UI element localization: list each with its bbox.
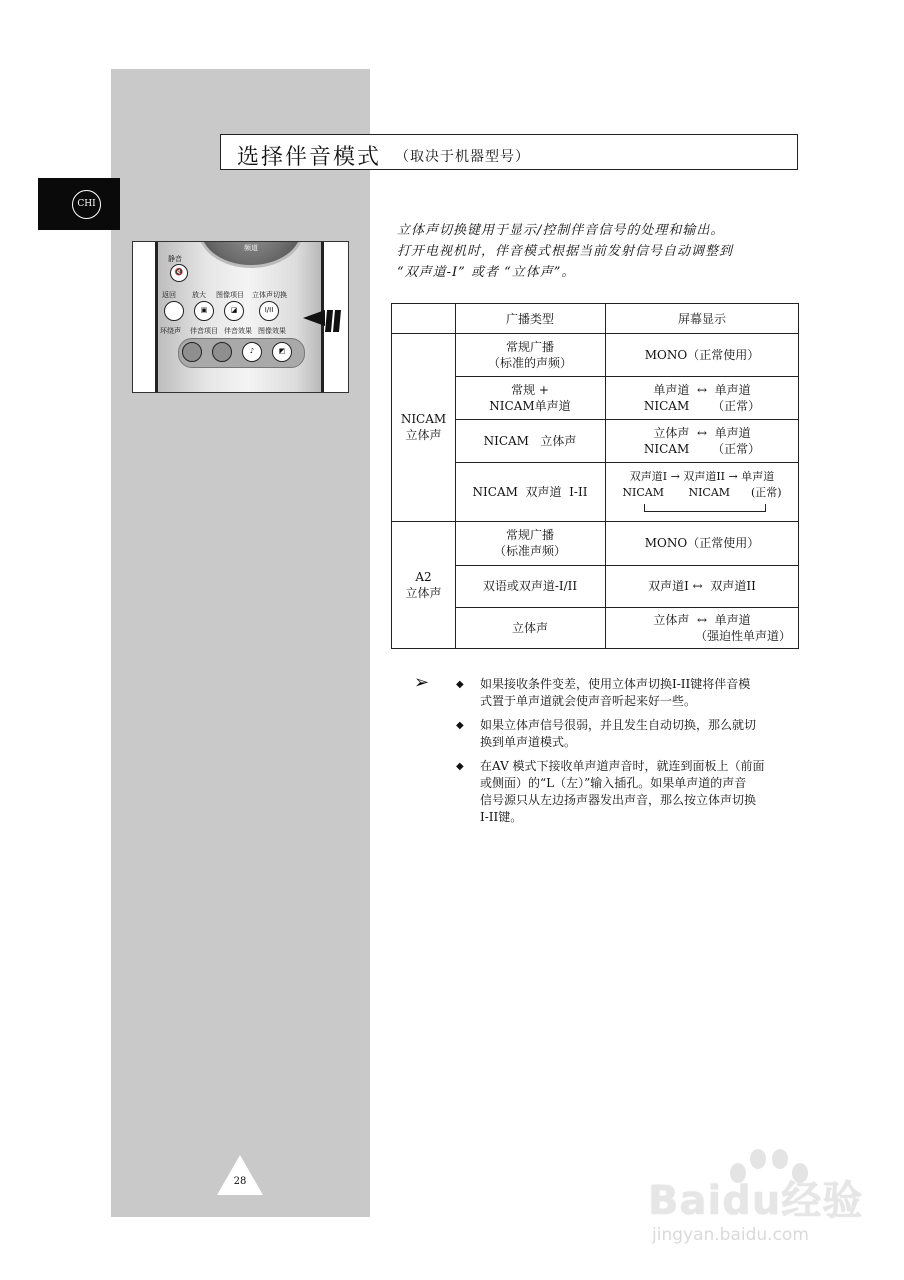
surround-label: 环绕声 xyxy=(160,327,181,335)
return-button xyxy=(164,301,184,321)
channel-label: 频道 xyxy=(244,244,258,252)
sound-effect-label: 伴音效果 xyxy=(224,327,252,335)
table-cell-type xyxy=(455,607,605,649)
note-pointer-icon: ➢ xyxy=(414,672,430,693)
group-a2 xyxy=(392,521,455,649)
stereo-switch-label: 立体声切换 xyxy=(252,291,287,299)
display-text: 单声道 ↔ 单声道 xyxy=(653,382,751,397)
picture-item-label: 图像项目 xyxy=(216,291,244,299)
zoom-icon: ▣ xyxy=(200,306,208,314)
bullet-diamond-icon: ◆ xyxy=(456,679,464,690)
return-label: 返回 xyxy=(162,291,176,299)
note-item xyxy=(456,676,802,710)
table-cell-display xyxy=(605,607,799,649)
channel-dial xyxy=(198,241,304,268)
type-text: 常规广播 xyxy=(505,528,554,542)
table-cell-type xyxy=(455,521,605,565)
stereo-switch-button: I/II xyxy=(259,301,279,321)
table-cell-type xyxy=(455,565,605,607)
note-text: 如果接收条件变差，使用立体声切换I-II键将伴音模 xyxy=(480,677,751,691)
note-item xyxy=(456,758,802,826)
picture-effect-label: 图像效果 xyxy=(258,327,286,335)
table-cell-type xyxy=(455,419,605,462)
picture-effect-button xyxy=(272,342,292,362)
display-text: 双声道I ↔ 双声道II xyxy=(648,579,756,593)
type-text: （标准的声频） xyxy=(487,355,572,370)
table-cell-type xyxy=(455,462,605,521)
picture-contrast-icon: ◪ xyxy=(230,306,238,314)
language-code: CHI xyxy=(72,190,101,219)
group-name-sub: 立体声 xyxy=(405,428,442,442)
watermark-url: jingyan.baidu.com xyxy=(652,1225,809,1245)
section-title: 选择伴音模式 xyxy=(237,145,382,170)
table-cell-display xyxy=(605,565,799,607)
pointer-arrow-icon xyxy=(303,308,343,338)
display-text: 立体声 ↔ 单声道 xyxy=(653,613,751,627)
note-text: 或侧面）的“L（左）”输入插孔。如果单声道的声音 xyxy=(480,776,747,790)
watermark xyxy=(640,1145,870,1270)
table-cell-display xyxy=(605,333,799,376)
type-text: NICAM 立体声 xyxy=(483,433,577,448)
table-cell-type xyxy=(455,333,605,376)
display-text: MONO（正常使用） xyxy=(644,536,760,550)
type-text: 常规 + xyxy=(511,382,549,397)
header-screen-display: 屏幕显示 xyxy=(677,311,726,326)
group-name-sub: 立体声 xyxy=(405,586,442,600)
intro-text xyxy=(397,220,817,283)
sound-mode-table xyxy=(391,303,799,649)
display-text: NICAM NICAM (正常) xyxy=(622,486,782,499)
picture-item-button xyxy=(224,301,244,321)
display-text: 双声道I → 双声道II → 单声道 xyxy=(629,470,775,483)
display-text: 立体声 ↔ 单声道 xyxy=(653,425,751,440)
table-cell-display xyxy=(605,419,799,462)
display-text: （强迫性单声道） xyxy=(694,629,791,643)
zoom-button xyxy=(194,301,214,321)
bullet-diamond-icon: ◆ xyxy=(456,720,464,731)
sound-item-label: 伴音项目 xyxy=(190,327,218,335)
group-name: NICAM xyxy=(400,412,447,426)
watermark-brand: Baidu经验 xyxy=(648,1178,864,1224)
note-text: 式置于单声道就会使声音听起来好一些。 xyxy=(480,694,697,708)
note-text: 如果立体声信号很弱，并且发生自动切换，那么就切 xyxy=(480,718,757,732)
type-text: 双语或双声道-I/II xyxy=(482,579,578,593)
type-text: NICAM单声道 xyxy=(489,398,571,413)
table-cell-display xyxy=(605,462,799,508)
note-text: I-II键。 xyxy=(480,810,523,824)
type-text: 立体声 xyxy=(511,621,548,635)
type-text: NICAM 双声道 I-II xyxy=(472,484,588,499)
bullet-diamond-icon: ◆ xyxy=(456,761,464,772)
remote-illustration xyxy=(132,241,349,393)
speaker-mute-icon: 🔇 xyxy=(174,268,184,276)
type-text: 常规广播 xyxy=(505,339,554,354)
display-text: NICAM （正常） xyxy=(643,441,761,456)
display-text: MONO（正常使用） xyxy=(644,347,760,362)
table-cell-display xyxy=(605,521,799,565)
section-subtitle: （取决于机器型号） xyxy=(395,149,530,165)
page-number-triangle xyxy=(217,1155,263,1195)
zoom-label: 放大 xyxy=(192,291,206,299)
sound-item-button xyxy=(212,342,232,362)
remote-body xyxy=(155,242,324,393)
sound-effect-button xyxy=(242,342,262,362)
music-note-icon: ♪ xyxy=(249,347,255,355)
table-cell-type xyxy=(455,376,605,419)
group-name: A2 xyxy=(415,570,432,584)
table-cell-display xyxy=(605,376,799,419)
cycle-return-arrow-icon xyxy=(644,504,766,512)
note-text: 换到单声道模式。 xyxy=(480,735,577,749)
surround-button xyxy=(182,342,202,362)
intro-line-2: 打开电视机时，伴音模式根据当前发射信号自动调整到 xyxy=(397,244,734,259)
type-text: （标准声频） xyxy=(493,544,566,558)
section-title-box xyxy=(220,134,798,170)
group-nicam xyxy=(392,333,455,521)
picture-icon: ◩ xyxy=(278,347,286,355)
intro-line-3: “双声道-I” 或者 “立体声”。 xyxy=(397,265,576,280)
note-item xyxy=(456,717,802,751)
language-tab xyxy=(38,178,120,230)
mute-button xyxy=(170,264,188,282)
note-text: 在AV 模式下接收单声道声音时，就连到面板上（前面 xyxy=(480,759,765,773)
intro-line-1: 立体声切换键用于显示/控制伴音信号的处理和输出。 xyxy=(397,223,725,238)
display-text: NICAM （正常） xyxy=(643,398,761,413)
page-number: 28 xyxy=(233,1176,247,1187)
header-broadcast-type: 广播类型 xyxy=(505,311,554,326)
mute-label: 静音 xyxy=(168,255,182,263)
note-text: 信号源只从左边扬声器发出声音，那么按立体声切换 xyxy=(480,793,757,807)
